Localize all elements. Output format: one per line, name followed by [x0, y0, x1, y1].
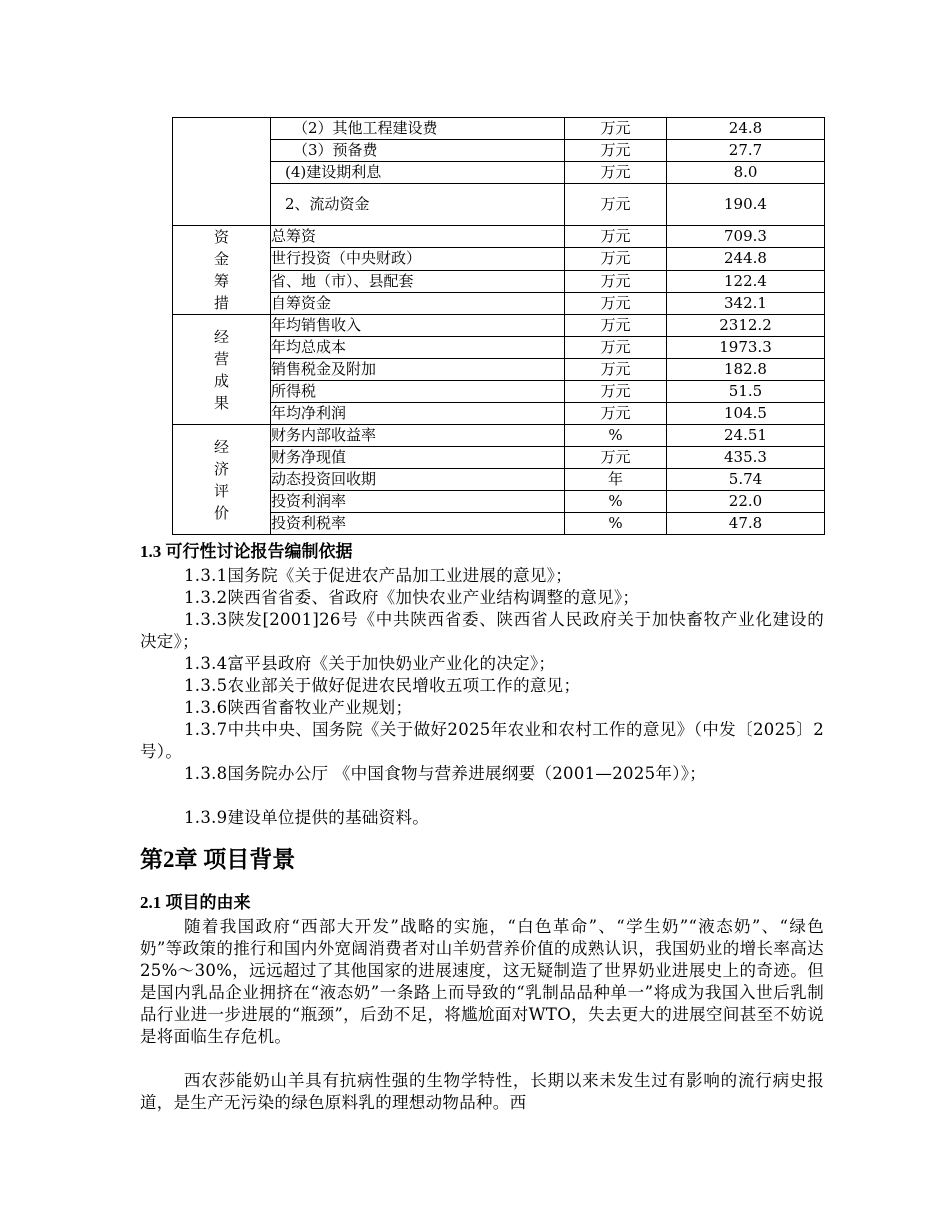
value-cell: 1973.3	[667, 337, 825, 359]
value-cell: 47.8	[667, 513, 825, 535]
unit-cell: 年	[565, 469, 667, 491]
item-cell: （2）其他工程建设费	[271, 118, 565, 140]
table-row	[173, 184, 825, 226]
category-cell-empty	[173, 118, 271, 226]
unit-cell: 万元	[565, 140, 667, 162]
table-row	[173, 270, 825, 292]
category-label: 资金筹措	[213, 228, 229, 312]
value-cell: 51.5	[667, 381, 825, 403]
item-cell: 省、地（市）、县配套	[271, 270, 565, 292]
chapter-title: 第2章 项目背景	[140, 847, 296, 872]
section-1-3-heading: 1.3 可行性讨论报告编制依据	[140, 542, 353, 561]
category-cell	[173, 226, 271, 315]
table-row	[173, 162, 825, 184]
item-cell: 财务净现值	[271, 447, 565, 469]
basis-item: 1.3.6陕西省畜牧业产业规划；	[184, 698, 413, 717]
item-cell: 自筹资金	[271, 292, 565, 314]
unit-cell: 万元	[565, 403, 667, 425]
unit-cell: 万元	[565, 447, 667, 469]
table-row	[173, 359, 825, 381]
value-cell: 104.5	[667, 403, 825, 425]
body-paragraph: 西农莎能奶山羊具有抗病性强的生物学特性，长期以来未发生过有影响的流行病史报道，是生产无污染的绿色原料乳的理想动物品种。西	[140, 1071, 824, 1112]
value-cell: 8.0	[667, 162, 825, 184]
basis-item: 1.3.7中共中央、国务院《关于做好2025年农业和农村工作的意见》（中发〔2025〕2号）。	[140, 720, 824, 761]
investment-summary-table	[172, 117, 825, 535]
item-cell: 世行投资（中央财政）	[271, 248, 565, 270]
item-cell: 年均净利润	[271, 403, 565, 425]
unit-cell: 万元	[565, 292, 667, 314]
item-cell: 所得税	[271, 381, 565, 403]
table-row	[173, 226, 825, 248]
value-cell: 27.7	[667, 140, 825, 162]
section-2-1-heading: 2.1 项目的由来	[140, 893, 251, 912]
table-row	[173, 491, 825, 513]
table-row	[173, 337, 825, 359]
unit-cell: 万元	[565, 270, 667, 292]
unit-cell: 万元	[565, 248, 667, 270]
item-cell: (4)建设期利息	[271, 162, 565, 184]
value-cell: 190.4	[667, 184, 825, 226]
category-label: 经济评价	[213, 437, 229, 522]
unit-cell: 万元	[565, 118, 667, 140]
table-row	[173, 513, 825, 535]
value-cell: 5.74	[667, 469, 825, 491]
item-cell: 动态投资回收期	[271, 469, 565, 491]
unit-cell: 万元	[565, 162, 667, 184]
table-row	[173, 118, 825, 140]
category-cell	[173, 425, 271, 535]
unit-cell: 万元	[565, 359, 667, 381]
value-cell: 709.3	[667, 226, 825, 248]
basis-item: 1.3.9建设单位提供的基础资料。	[184, 808, 430, 827]
unit-cell: %	[565, 425, 667, 447]
unit-cell: 万元	[565, 315, 667, 337]
item-cell: 年均销售收入	[271, 315, 565, 337]
table-row	[173, 140, 825, 162]
unit-cell: 万元	[565, 184, 667, 226]
unit-cell: 万元	[565, 226, 667, 248]
basis-item: 1.3.5农业部关于做好促进农民增收五项工作的意见；	[184, 676, 581, 695]
table-row	[173, 315, 825, 337]
basis-item: 1.3.8国务院办公厅 《中国食物与营养进展纲要（2001—2025年）》；	[184, 764, 707, 783]
value-cell: 22.0	[667, 491, 825, 513]
table-row	[173, 403, 825, 425]
unit-cell: 万元	[565, 337, 667, 359]
basis-item: 1.3.1国务院《关于促进农产品加工业进展的意见》；	[184, 566, 573, 585]
table-row	[173, 292, 825, 314]
value-cell: 2312.2	[667, 315, 825, 337]
item-cell: 总筹资	[271, 226, 565, 248]
item-cell: 投资利润率	[271, 491, 565, 513]
item-cell: （3）预备费	[271, 140, 565, 162]
basis-item: 1.3.4富平县政府《关于加快奶业产业化的决定》；	[184, 654, 556, 673]
table-row	[173, 469, 825, 491]
unit-cell: 万元	[565, 381, 667, 403]
item-cell: 财务内部收益率	[271, 425, 565, 447]
category-cell	[173, 315, 271, 425]
table-row	[173, 425, 825, 447]
table-row	[173, 447, 825, 469]
value-cell: 122.4	[667, 270, 825, 292]
item-cell: 2、流动资金	[271, 184, 565, 226]
table-row	[173, 248, 825, 270]
item-cell: 销售税金及附加	[271, 359, 565, 381]
value-cell: 24.8	[667, 118, 825, 140]
value-cell: 244.8	[667, 248, 825, 270]
item-cell: 年均总成本	[271, 337, 565, 359]
table-row	[173, 381, 825, 403]
unit-cell: %	[565, 513, 667, 535]
value-cell: 342.1	[667, 292, 825, 314]
category-label: 经营成果	[213, 327, 229, 412]
body-paragraph: 随着我国政府“西部大开发”战略的实施，“白色革命”、“学生奶”“液态奶”、“绿色奶”等政策的推行和国内外宽阔消费者对山羊奶营养价值的成熟认识，我国奶业的增长率高达25%～30%，远远超过了其他国家的进展速度，这无疑制造了世界奶业进展史上的奇迹。但是国内乳品企业拥挤在“液态奶”一条路上而导致的“乳制品品种单一”将成为我国入世后乳制品行业进一步进展的“瓶颈”，后劲不足，将尴尬面对WTO，失去更大的进展空间甚至不妨说是将面临生存危机。	[140, 917, 824, 1046]
basis-item: 1.3.2陕西省省委、省政府《加快农业产业结构调整的意见》；	[184, 588, 640, 607]
value-cell: 24.51	[667, 425, 825, 447]
value-cell: 435.3	[667, 447, 825, 469]
unit-cell: %	[565, 491, 667, 513]
item-cell: 投资利税率	[271, 513, 565, 535]
basis-item: 1.3.3陕发[2001]26号《中共陕西省委、陕西省人民政府关于加快畜牧产业化建设的决定》；	[140, 610, 824, 651]
value-cell: 182.8	[667, 359, 825, 381]
